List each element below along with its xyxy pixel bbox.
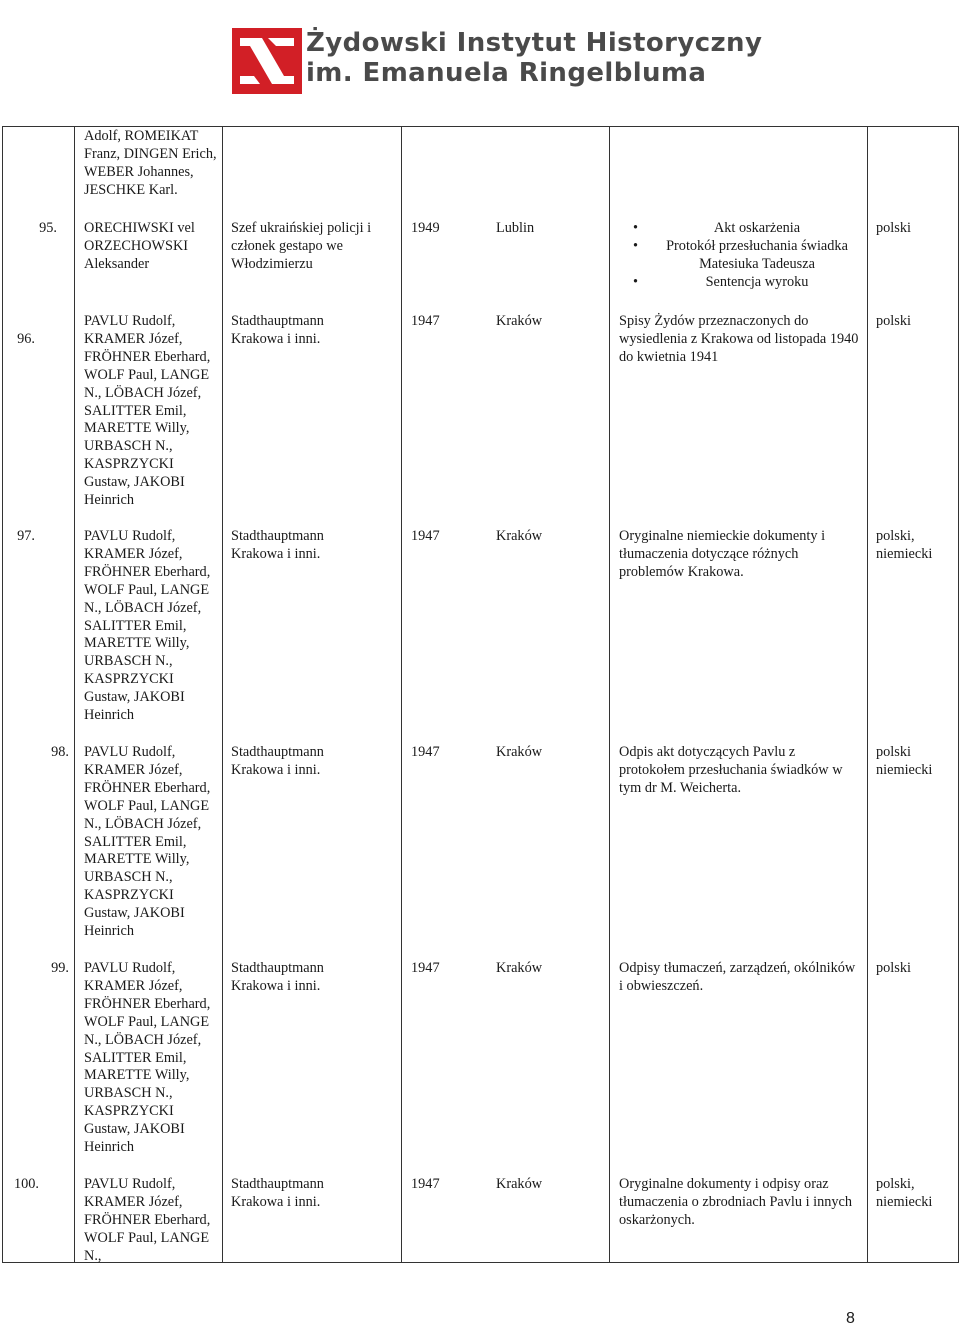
- document-item: • Protokół przesłuchania świadka Matesiuka Tadeusza: [665, 238, 849, 274]
- year-cell: 1947: [411, 313, 440, 329]
- row-number: 95.: [39, 220, 57, 236]
- place-cell: Lublin: [496, 220, 535, 236]
- documents-cell: Oryginalne dokumenty i odpisy oraz tłumaczenia o zbrodniach Pavlu i innych oskarżonych.: [619, 1176, 853, 1228]
- role-cell: Stadthauptmann Krakowa i inni.: [231, 960, 324, 994]
- place-cell: Kraków: [496, 1176, 543, 1192]
- page-number: 8: [846, 1310, 855, 1327]
- document-item: • Sentencja wyroku: [665, 274, 849, 292]
- role-cell: Stadthauptmann Krakowa i inni.: [231, 1176, 324, 1210]
- role-cell: Stadthauptmann Krakowa i inni.: [231, 744, 324, 778]
- place-cell: Kraków: [496, 313, 543, 329]
- language-cell: polski: [876, 220, 911, 236]
- names-cell: PAVLU Rudolf, KRAMER Józef, FRÖHNER Eberhard, WOLF Paul, LANGE N., LÖBACH Józef, SALITTER Emil, MARETTE Willy, URBASCH N., KASPRZYCKI Gustaw, JAKOBI Heinrich: [84, 960, 211, 1156]
- institute-logo: [232, 26, 763, 100]
- language-cell: polski: [876, 960, 911, 976]
- documents-cell: Odpis akt dotyczących Pavlu z protokołem przesłuchania świadków w tym dr M. Weicherta.: [619, 744, 843, 796]
- year-cell: 1947: [411, 528, 440, 544]
- documents-list: [665, 220, 849, 292]
- place-cell: Kraków: [496, 744, 543, 760]
- documents-cell: Spisy Żydów przeznaczonych do wysiedlenia z Krakowa od listopada 1940 do kwietnia 1941: [619, 313, 859, 365]
- document-item: • Akt oskarżenia: [665, 220, 849, 238]
- row-number: 96.: [17, 331, 35, 347]
- place-cell: Kraków: [496, 528, 543, 544]
- role-cell: Szef ukraińskiej policji i członek gestapo we Włodzimierzu: [231, 220, 372, 272]
- names-cell: PAVLU Rudolf, KRAMER Józef, FRÖHNER Eberhard, WOLF Paul, LANGE N., LÖBACH Józef, SALITTER Emil, MARETTE Willy, URBASCH N., KASPRZYCKI Gustaw, JAKOBI Heinrich: [84, 528, 211, 724]
- column-divider: [74, 127, 75, 1262]
- column-divider: [867, 127, 868, 1262]
- names-cell: ORECHIWSKI vel ORZECHOWSKI Aleksander: [84, 220, 195, 272]
- row-number: 99.: [51, 960, 69, 976]
- logo-line-1: Żydowski Instytut Historyczny: [306, 28, 763, 58]
- year-cell: 1947: [411, 1176, 440, 1192]
- year-cell: 1949: [411, 220, 440, 236]
- row-number: 98.: [51, 744, 69, 760]
- column-divider: [401, 127, 402, 1262]
- names-cell: PAVLU Rudolf, KRAMER Józef, FRÖHNER Eberhard, WOLF Paul, LANGE N.,: [84, 1176, 211, 1264]
- documents-cell: Oryginalne niemieckie dokumenty i tłumaczenia dotyczące różnych problemów Krakowa.: [619, 528, 826, 580]
- logo-line-2: im. Emanuela Ringelbluma: [306, 58, 707, 88]
- row-number: 97.: [17, 528, 35, 544]
- year-cell: 1947: [411, 960, 440, 976]
- place-cell: Kraków: [496, 960, 543, 976]
- role-cell: Stadthauptmann Krakowa i inni.: [231, 313, 324, 347]
- language-cell: polski, niemiecki: [876, 1176, 933, 1210]
- role-cell: Stadthauptmann Krakowa i inni.: [231, 528, 324, 562]
- archive-table: [2, 126, 959, 1263]
- year-cell: 1947: [411, 744, 440, 760]
- row-number: 100.: [13, 1176, 39, 1192]
- column-divider: [609, 127, 610, 1262]
- names-cell: PAVLU Rudolf, KRAMER Józef, FRÖHNER Eberhard, WOLF Paul, LANGE N., LÖBACH Józef, SALITTER Emil, MARETTE Willy, URBASCH N., KASPRZYCKI Gustaw, JAKOBI Heinrich: [84, 744, 211, 940]
- language-cell: polski: [876, 313, 911, 329]
- language-cell: polski, niemiecki: [876, 528, 933, 562]
- zih-logo-icon: [232, 28, 302, 94]
- names-cell: Adolf, ROMEIKAT Franz, DINGEN Erich, WEBER Johannes, JESCHKE Karl.: [84, 128, 217, 198]
- documents-cell: Odpisy tłumaczeń, zarządzeń, okólników i obwieszczeń.: [619, 960, 856, 994]
- names-cell: PAVLU Rudolf, KRAMER Józef, FRÖHNER Eberhard, WOLF Paul, LANGE N., LÖBACH Józef, SALITTER Emil, MARETTE Willy, URBASCH N., KASPRZYCKI Gustaw, JAKOBI Heinrich: [84, 313, 211, 509]
- language-cell: polski niemiecki: [876, 744, 933, 778]
- column-divider: [222, 127, 223, 1262]
